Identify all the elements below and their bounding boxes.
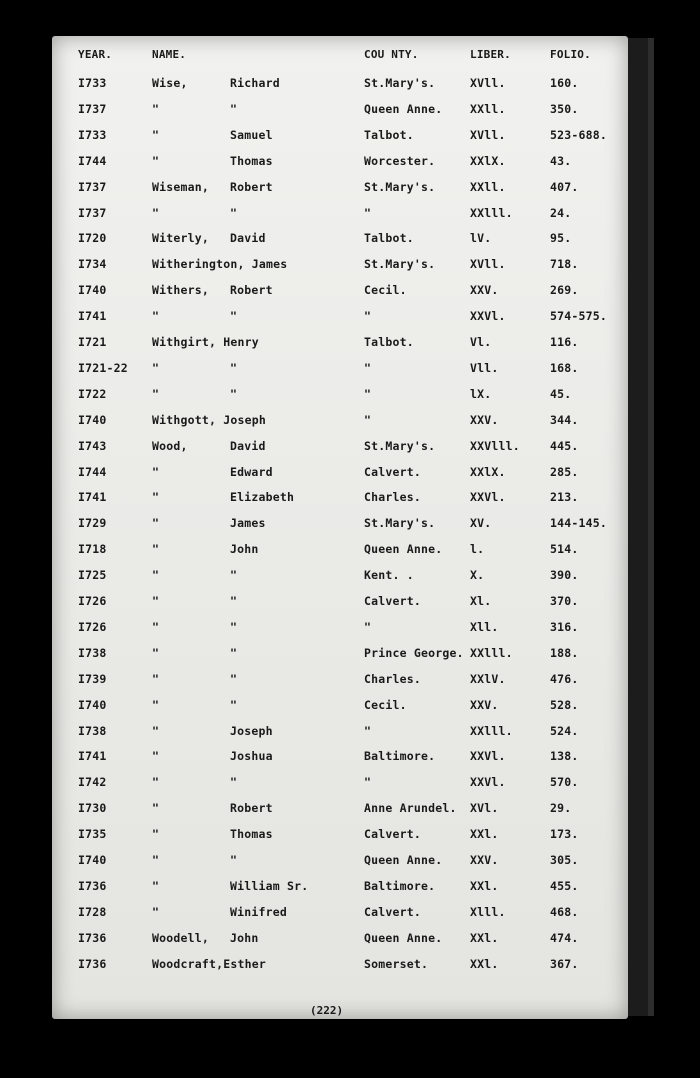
cell-name: "	[152, 490, 160, 505]
cell-year: I740	[78, 853, 107, 867]
cell-liber: XXlX.	[470, 464, 506, 479]
cell-year: I733	[78, 127, 107, 142]
cell-year: I741	[78, 490, 107, 505]
cell-year: I721	[78, 335, 107, 349]
cell-county: "	[364, 386, 372, 401]
cell-county: Queen Anne.	[364, 853, 443, 867]
cell-liber: XXlX.	[470, 153, 506, 168]
cell-liber: XXVl.	[470, 490, 506, 505]
header-county: COU NTY.	[364, 48, 419, 61]
cell-given: Joseph	[230, 723, 273, 738]
cell-name: "	[152, 878, 160, 893]
cell-year: I721-22	[78, 360, 128, 375]
ledger-row	[52, 76, 628, 100]
cell-liber: XXlll.	[470, 645, 513, 660]
ledger-row	[52, 931, 628, 955]
cell-name: "	[152, 904, 160, 919]
cell-given: "	[230, 775, 238, 790]
cell-county: "	[364, 412, 372, 427]
cell-county: "	[364, 360, 372, 375]
cell-folio: 116.	[550, 335, 579, 349]
cell-name: Woodell,	[152, 930, 209, 945]
cell-folio: 138.	[550, 749, 579, 764]
cell-given: "	[230, 594, 238, 608]
cell-county: Prince George.	[364, 645, 464, 660]
cell-year: I737	[78, 205, 107, 220]
cell-county: St.Mary's.	[364, 179, 436, 194]
ledger-row	[52, 387, 628, 411]
cell-name: Wiseman,	[152, 179, 209, 194]
cell-year: I740	[78, 697, 107, 712]
cell-given: Joshua	[230, 749, 273, 764]
cell-liber: X.	[470, 568, 485, 583]
cell-given: "	[230, 101, 238, 116]
cell-county: "	[364, 205, 372, 220]
header-liber: LIBER.	[470, 48, 511, 61]
ledger-row	[52, 283, 628, 307]
cell-folio: 269.	[550, 283, 579, 298]
cell-liber: XXV.	[470, 853, 499, 867]
cell-name: "	[152, 516, 160, 531]
ledger-row	[52, 465, 628, 489]
cell-year: I726	[78, 594, 107, 608]
cell-folio: 24.	[550, 205, 572, 220]
cell-county: Charles.	[364, 671, 421, 686]
cell-given: "	[230, 671, 238, 686]
ledger-row	[52, 749, 628, 773]
ledger-row	[52, 206, 628, 230]
cell-name: "	[152, 671, 160, 686]
ledger-row	[52, 309, 628, 333]
cell-folio: 285.	[550, 464, 579, 479]
ledger-row	[52, 879, 628, 903]
cell-liber: XXl.	[470, 827, 499, 842]
cell-year: I734	[78, 257, 107, 272]
cell-liber: XVll.	[470, 257, 506, 272]
cell-folio: 168.	[550, 360, 579, 375]
cell-given: James	[230, 516, 266, 531]
cell-name: "	[152, 205, 160, 220]
cell-name: "	[152, 101, 160, 116]
cell-year: I741	[78, 749, 107, 764]
cell-given: "	[230, 619, 238, 634]
cell-folio: 213.	[550, 490, 579, 505]
cell-name: "	[152, 749, 160, 764]
cell-given: Elizabeth	[230, 490, 295, 505]
ledger-row	[52, 957, 628, 981]
cell-year: I725	[78, 568, 107, 583]
ledger-row	[52, 128, 628, 152]
cell-liber: lV.	[470, 231, 492, 246]
cell-county: St.Mary's.	[364, 438, 436, 453]
cell-folio: 173.	[550, 827, 579, 842]
cell-folio: 476.	[550, 671, 579, 686]
cell-year: I728	[78, 904, 107, 919]
ledger-row	[52, 594, 628, 618]
cell-folio: 367.	[550, 956, 579, 971]
cell-county: Calvert.	[364, 594, 421, 608]
cell-folio: 29.	[550, 801, 572, 816]
cell-given: Edward	[230, 464, 273, 479]
cell-liber: XXV.	[470, 412, 499, 427]
cell-liber: XXl.	[470, 956, 499, 971]
cell-liber: Vll.	[470, 360, 499, 375]
cell-name: Withgirt, Henry	[152, 335, 259, 349]
cell-folio: 316.	[550, 619, 579, 634]
cell-given: Thomas	[230, 153, 273, 168]
cell-name: "	[152, 309, 160, 324]
cell-given: Winifred	[230, 904, 287, 919]
cell-name: "	[152, 153, 160, 168]
cell-county: "	[364, 775, 372, 790]
cell-liber: XXlV.	[470, 671, 506, 686]
cell-folio: 570.	[550, 775, 579, 790]
cell-county: "	[364, 723, 372, 738]
page-edge-shadow-inner	[648, 38, 654, 1016]
cell-year: I722	[78, 386, 107, 401]
cell-given: Thomas	[230, 827, 273, 842]
cell-given: John	[230, 542, 259, 557]
cell-name: Woodcraft,Esther	[152, 956, 266, 971]
cell-county: Talbot.	[364, 231, 414, 246]
cell-year: I740	[78, 412, 107, 427]
ledger-row	[52, 775, 628, 799]
header-row	[52, 48, 628, 72]
cell-name: "	[152, 127, 160, 142]
cell-liber: XXV.	[470, 697, 499, 712]
cell-given: Samuel	[230, 127, 273, 142]
header-name: NAME.	[152, 48, 187, 61]
cell-name: "	[152, 775, 160, 790]
cell-county: Kent. .	[364, 568, 414, 583]
cell-given: "	[230, 853, 238, 867]
header-folio: FOLIO.	[550, 48, 591, 61]
cell-year: I729	[78, 516, 107, 531]
ledger-row	[52, 905, 628, 929]
cell-folio: 514.	[550, 542, 579, 557]
cell-folio: 370.	[550, 594, 579, 608]
cell-liber: Xl.	[470, 594, 492, 608]
cell-name: "	[152, 360, 160, 375]
cell-year: I741	[78, 309, 107, 324]
cell-year: I737	[78, 101, 107, 116]
ledger-row	[52, 698, 628, 722]
cell-name: "	[152, 594, 160, 608]
cell-liber: XXV.	[470, 283, 499, 298]
cell-liber: XXVl.	[470, 775, 506, 790]
ledger-row	[52, 335, 628, 359]
cell-given: David	[230, 438, 266, 453]
cell-folio: 718.	[550, 257, 579, 272]
cell-name: "	[152, 645, 160, 660]
cell-liber: XXl.	[470, 878, 499, 893]
cell-liber: XXlll.	[470, 205, 513, 220]
cell-name: "	[152, 542, 160, 557]
cell-folio: 390.	[550, 568, 579, 583]
cell-name: Wise,	[152, 76, 188, 90]
cell-county: Talbot.	[364, 335, 414, 349]
cell-year: I736	[78, 930, 107, 945]
cell-liber: XXll.	[470, 101, 506, 116]
ledger-row	[52, 361, 628, 385]
cell-name: Withgott, Joseph	[152, 412, 266, 427]
cell-year: I726	[78, 619, 107, 634]
ledger-row	[52, 102, 628, 126]
cell-folio: 43.	[550, 153, 572, 168]
cell-year: I738	[78, 645, 107, 660]
ledger-row	[52, 257, 628, 281]
ledger-row	[52, 413, 628, 437]
cell-name: "	[152, 853, 160, 867]
ledger-row	[52, 801, 628, 825]
ledger-row	[52, 568, 628, 592]
cell-liber: Xll.	[470, 619, 499, 634]
cell-name: Withers,	[152, 283, 209, 298]
cell-county: "	[364, 619, 372, 634]
cell-year: I739	[78, 671, 107, 686]
page-number: (222)	[310, 1004, 344, 1017]
cell-given: Robert	[230, 801, 273, 816]
cell-year: I735	[78, 827, 107, 842]
ledger-row	[52, 439, 628, 463]
cell-county: Queen Anne.	[364, 101, 443, 116]
ledger-row	[52, 542, 628, 566]
ledger-row	[52, 490, 628, 514]
cell-name: "	[152, 697, 160, 712]
cell-name: "	[152, 827, 160, 842]
cell-liber: Xlll.	[470, 904, 506, 919]
cell-year: I718	[78, 542, 107, 557]
cell-folio: 445.	[550, 438, 579, 453]
cell-year: I740	[78, 283, 107, 298]
cell-folio: 305.	[550, 853, 579, 867]
cell-county: Cecil.	[364, 283, 407, 298]
cell-given: William Sr.	[230, 878, 309, 893]
cell-folio: 524.	[550, 723, 579, 738]
cell-county: Somerset.	[364, 956, 429, 971]
cell-county: "	[364, 309, 372, 324]
cell-given: "	[230, 645, 238, 660]
ledger-row	[52, 231, 628, 255]
cell-county: St.Mary's.	[364, 257, 436, 272]
cell-liber: XVll.	[470, 76, 506, 90]
ledger-row	[52, 827, 628, 851]
cell-county: Baltimore.	[364, 878, 436, 893]
cell-county: St.Mary's.	[364, 516, 436, 531]
cell-liber: XXl.	[470, 930, 499, 945]
cell-year: I733	[78, 76, 107, 90]
cell-folio: 45.	[550, 386, 572, 401]
cell-name: "	[152, 801, 160, 816]
ledger-row	[52, 724, 628, 748]
cell-year: I744	[78, 464, 107, 479]
cell-given: "	[230, 309, 238, 324]
ledger-row	[52, 646, 628, 670]
cell-folio: 455.	[550, 878, 579, 893]
cell-folio: 95.	[550, 231, 572, 246]
cell-year: I720	[78, 231, 107, 246]
cell-folio: 407.	[550, 179, 579, 194]
cell-folio: 160.	[550, 76, 579, 90]
cell-name: "	[152, 568, 160, 583]
cell-county: Anne Arundel.	[364, 801, 457, 816]
cell-liber: XXll.	[470, 179, 506, 194]
cell-liber: Vl.	[470, 335, 492, 349]
cell-county: Calvert.	[364, 904, 421, 919]
cell-name: Witerly,	[152, 231, 209, 246]
cell-year: I737	[78, 179, 107, 194]
cell-folio: 144-145.	[550, 516, 607, 531]
ledger-row	[52, 672, 628, 696]
cell-county: Queen Anne.	[364, 542, 443, 557]
cell-county: Charles.	[364, 490, 421, 505]
cell-year: I744	[78, 153, 107, 168]
cell-given: Robert	[230, 283, 273, 298]
cell-folio: 474.	[550, 930, 579, 945]
cell-folio: 188.	[550, 645, 579, 660]
cell-county: Queen Anne.	[364, 930, 443, 945]
cell-given: "	[230, 386, 238, 401]
cell-folio: 574-575.	[550, 309, 607, 324]
cell-liber: XV.	[470, 516, 492, 531]
cell-folio: 523-688.	[550, 127, 607, 142]
cell-county: St.Mary's.	[364, 76, 436, 90]
ledger-row	[52, 154, 628, 178]
cell-name: "	[152, 619, 160, 634]
cell-liber: XXVl.	[470, 309, 506, 324]
cell-county: Cecil.	[364, 697, 407, 712]
cell-given: "	[230, 360, 238, 375]
ledger-row	[52, 620, 628, 644]
cell-liber: lX.	[470, 386, 492, 401]
cell-name: "	[152, 464, 160, 479]
cell-name: "	[152, 386, 160, 401]
cell-county: Calvert.	[364, 827, 421, 842]
cell-county: Baltimore.	[364, 749, 436, 764]
cell-given: "	[230, 697, 238, 712]
cell-name: Witherington, James	[152, 257, 288, 272]
cell-liber: XVl.	[470, 801, 499, 816]
header-year: YEAR.	[78, 48, 113, 61]
cell-folio: 350.	[550, 101, 579, 116]
cell-liber: XXVlll.	[470, 438, 520, 453]
cell-given: Robert	[230, 179, 273, 194]
cell-liber: XVll.	[470, 127, 506, 142]
cell-given: "	[230, 568, 238, 583]
ledger-row	[52, 853, 628, 877]
cell-year: I736	[78, 878, 107, 893]
cell-name: Wood,	[152, 438, 188, 453]
cell-county: Calvert.	[364, 464, 421, 479]
ledger-row	[52, 180, 628, 204]
cell-folio: 344.	[550, 412, 579, 427]
ledger-page	[52, 36, 628, 1019]
cell-given: Richard	[230, 76, 280, 90]
ledger-row	[52, 516, 628, 540]
cell-year: I736	[78, 956, 107, 971]
cell-year: I738	[78, 723, 107, 738]
cell-year: I730	[78, 801, 107, 816]
cell-folio: 528.	[550, 697, 579, 712]
cell-folio: 468.	[550, 904, 579, 919]
cell-liber: XXVl.	[470, 749, 506, 764]
cell-given: John	[230, 930, 259, 945]
cell-county: Worcester.	[364, 153, 436, 168]
cell-liber: XXlll.	[470, 723, 513, 738]
cell-county: Talbot.	[364, 127, 414, 142]
cell-name: "	[152, 723, 160, 738]
cell-liber: l.	[470, 542, 485, 557]
cell-given: David	[230, 231, 266, 246]
cell-year: I742	[78, 775, 107, 790]
cell-given: "	[230, 205, 238, 220]
cell-year: I743	[78, 438, 107, 453]
